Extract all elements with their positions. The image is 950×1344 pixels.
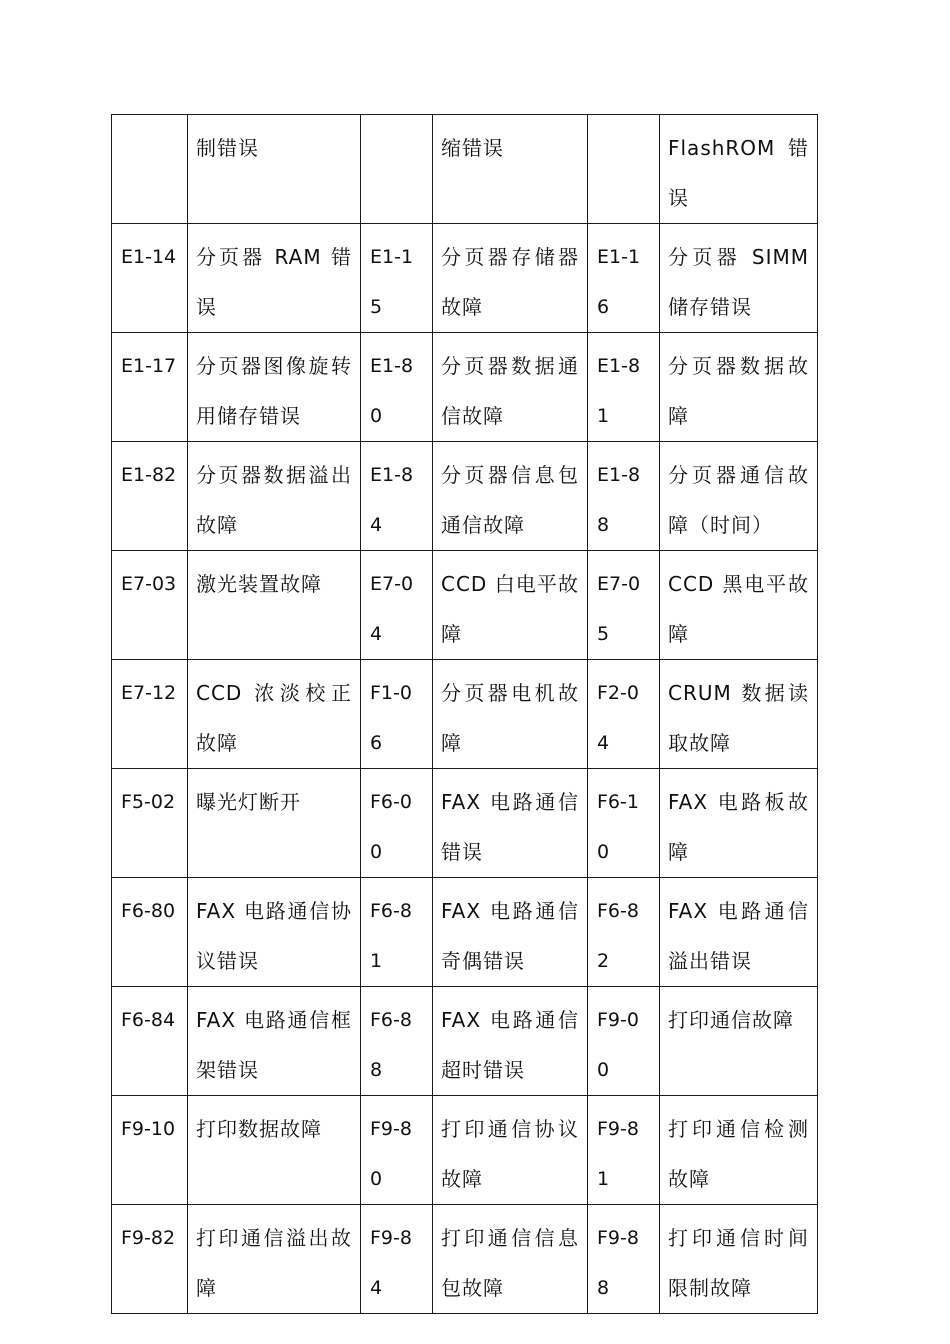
error-code-cell: E1-82 xyxy=(112,442,188,551)
error-code-cell: E1-16 xyxy=(588,224,660,333)
error-code-cell: E7-05 xyxy=(588,551,660,660)
table-row xyxy=(112,769,818,878)
error-description-cell: 打印数据故障 xyxy=(188,1096,361,1205)
error-description-cell: 曝光灯断开 xyxy=(188,769,361,878)
error-code-cell: F6-00 xyxy=(361,769,433,878)
table-row xyxy=(112,660,818,769)
error-description-cell: FAX 电路通信框架错误 xyxy=(188,987,361,1096)
error-code-cell: E1-80 xyxy=(361,333,433,442)
error-description-cell: 分页器信息包通信故障 xyxy=(433,442,588,551)
table-row xyxy=(112,442,818,551)
error-code-cell: E1-88 xyxy=(588,442,660,551)
error-description-cell: 激光装置故障 xyxy=(188,551,361,660)
error-description-cell: FAX 电路通信溢出错误 xyxy=(660,878,818,987)
error-code-cell: F6-88 xyxy=(361,987,433,1096)
error-description-cell: 制错误 xyxy=(188,115,361,224)
error-code-cell: F9-81 xyxy=(588,1096,660,1205)
error-description-cell: 分页器 RAM 错误 xyxy=(188,224,361,333)
error-code-cell: E7-12 xyxy=(112,660,188,769)
error-code-cell: E1-84 xyxy=(361,442,433,551)
error-description-cell: CCD 黑电平故障 xyxy=(660,551,818,660)
error-description-cell: 分页器电机故障 xyxy=(433,660,588,769)
error-description-cell: 分页器数据溢出故障 xyxy=(188,442,361,551)
error-description-cell: CCD 白电平故障 xyxy=(433,551,588,660)
error-description-cell: 打印通信时间限制故障 xyxy=(660,1205,818,1314)
error-code-cell: E7-03 xyxy=(112,551,188,660)
table-body xyxy=(112,115,818,1314)
error-code-cell: F9-84 xyxy=(361,1205,433,1314)
error-code-cell xyxy=(361,115,433,224)
error-description-cell: FlashROM 错误 xyxy=(660,115,818,224)
error-description-cell: 分页器图像旋转用储存错误 xyxy=(188,333,361,442)
error-code-cell: F9-10 xyxy=(112,1096,188,1205)
table-row xyxy=(112,1205,818,1314)
error-code-cell: F6-81 xyxy=(361,878,433,987)
error-description-cell: FAX 电路板故障 xyxy=(660,769,818,878)
error-code-table xyxy=(111,114,818,1314)
error-code-cell: F6-84 xyxy=(112,987,188,1096)
error-description-cell: FAX 电路通信奇偶错误 xyxy=(433,878,588,987)
error-description-cell: CRUM 数据读取故障 xyxy=(660,660,818,769)
error-description-cell: 打印通信溢出故障 xyxy=(188,1205,361,1314)
error-description-cell: 打印通信检测故障 xyxy=(660,1096,818,1205)
error-code-cell: E1-17 xyxy=(112,333,188,442)
error-code-cell: F6-80 xyxy=(112,878,188,987)
error-code-cell: F9-80 xyxy=(361,1096,433,1205)
error-code-cell: F6-82 xyxy=(588,878,660,987)
table-row xyxy=(112,224,818,333)
error-description-cell: 分页器 SIMM 储存错误 xyxy=(660,224,818,333)
error-code-cell: F6-10 xyxy=(588,769,660,878)
error-description-cell: FAX 电路通信超时错误 xyxy=(433,987,588,1096)
error-description-cell: 分页器通信故障（时间） xyxy=(660,442,818,551)
table-row xyxy=(112,115,818,224)
error-code-cell: F1-06 xyxy=(361,660,433,769)
error-description-cell: 打印通信信息包故障 xyxy=(433,1205,588,1314)
error-code-cell: F2-04 xyxy=(588,660,660,769)
table-row xyxy=(112,987,818,1096)
error-code-cell: F9-82 xyxy=(112,1205,188,1314)
error-description-cell: 分页器数据故障 xyxy=(660,333,818,442)
error-description-cell: 打印通信故障 xyxy=(660,987,818,1096)
error-description-cell: FAX 电路通信错误 xyxy=(433,769,588,878)
error-code-cell: F9-00 xyxy=(588,987,660,1096)
error-code-cell: E1-15 xyxy=(361,224,433,333)
table-row xyxy=(112,1096,818,1205)
error-description-cell: 打印通信协议故障 xyxy=(433,1096,588,1205)
error-description-cell: 分页器数据通信故障 xyxy=(433,333,588,442)
table-row xyxy=(112,551,818,660)
error-description-cell: CCD 浓淡校正故障 xyxy=(188,660,361,769)
error-code-cell: F5-02 xyxy=(112,769,188,878)
table-row xyxy=(112,333,818,442)
error-code-cell: F9-88 xyxy=(588,1205,660,1314)
error-description-cell: 分页器存储器故障 xyxy=(433,224,588,333)
error-code-cell: E7-04 xyxy=(361,551,433,660)
error-description-cell: 缩错误 xyxy=(433,115,588,224)
error-code-cell xyxy=(112,115,188,224)
error-code-cell: E1-81 xyxy=(588,333,660,442)
error-code-cell: E1-14 xyxy=(112,224,188,333)
table-row xyxy=(112,878,818,987)
error-code-cell xyxy=(588,115,660,224)
error-description-cell: FAX 电路通信协议错误 xyxy=(188,878,361,987)
